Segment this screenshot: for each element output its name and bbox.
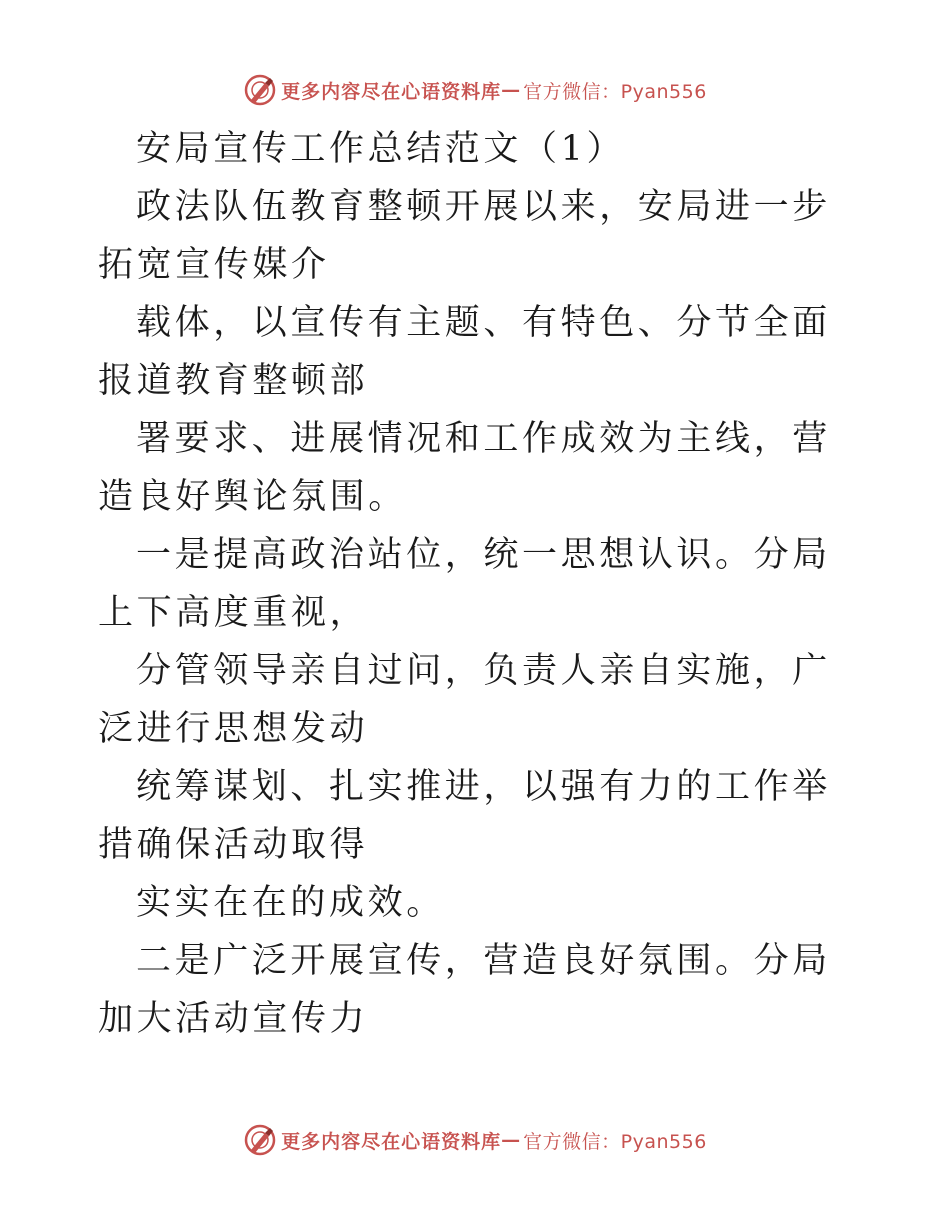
footer-banner <box>0 1120 950 1160</box>
paragraph: 实实在在的成效。 <box>136 883 445 923</box>
pen-circle-logo-icon <box>243 1123 277 1157</box>
banner-dash: — <box>501 1129 522 1151</box>
paragraph: 一是提高政治站位，统一思想认识。分局上下高度重视， <box>98 535 831 633</box>
banner-wechat: 官方微信：Pyan556 <box>523 80 707 103</box>
paragraph: 载体，以宣传有主题、有特色、分节全面报道教育整顿部 <box>98 303 831 401</box>
paragraph: 政法队伍教育整顿开展以来，安局进一步拓宽宣传媒介 <box>98 187 831 285</box>
pen-circle-logo-icon <box>243 73 277 107</box>
banner-dash: — <box>501 79 522 101</box>
banner-site-text: 更多内容尽在心语资料库 <box>281 1130 502 1153</box>
document-title: 安局宣传工作总结范文（1） <box>136 129 626 169</box>
paragraph: 署要求、进展情况和工作成效为主线，营造良好舆论氛围。 <box>98 419 831 517</box>
banner-wechat: 官方微信：Pyan556 <box>523 1130 707 1153</box>
header-banner <box>0 70 950 110</box>
document-body <box>98 120 858 1048</box>
paragraph: 统筹谋划、扎实推进，以强有力的工作举措确保活动取得 <box>98 767 831 865</box>
paragraph: 二是广泛开展宣传，营造良好氛围。分局加大活动宣传力 <box>98 941 831 1039</box>
paragraph: 分管领导亲自过问，负责人亲自实施，广泛进行思想发动 <box>98 651 831 749</box>
banner-site-text: 更多内容尽在心语资料库 <box>281 80 502 103</box>
